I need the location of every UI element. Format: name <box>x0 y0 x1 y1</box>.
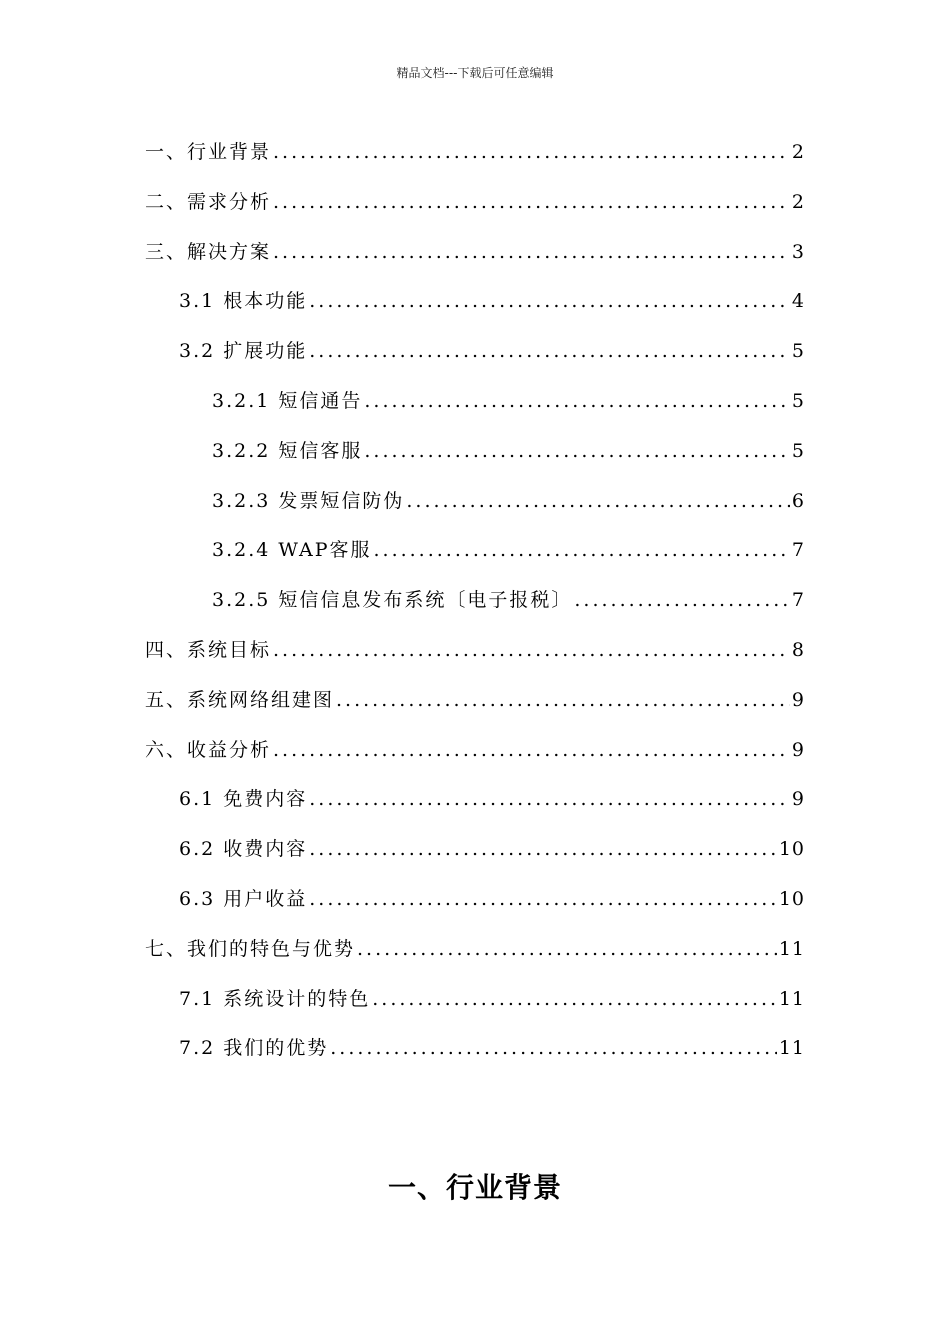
toc-entry-label: 3.2.3 发票短信防伪 <box>212 489 405 512</box>
toc-leader-dots <box>273 731 790 769</box>
toc-entry[interactable] <box>145 930 805 980</box>
toc-entry[interactable] <box>145 731 805 781</box>
toc-entry[interactable] <box>145 880 805 930</box>
toc-entry-label: 一、行业背景 <box>145 141 272 163</box>
table-of-contents <box>145 133 805 1079</box>
toc-entry-page-number: 9 <box>791 688 805 711</box>
toc-leader-dots <box>357 930 777 968</box>
toc-entry-label: 3.1 根本功能 <box>179 290 308 313</box>
toc-leader-dots <box>273 183 790 221</box>
toc-entry-page-number: 7 <box>791 589 805 612</box>
toc-entry-label: 6.1 免费内容 <box>179 788 308 811</box>
toc-entry[interactable] <box>145 581 805 631</box>
toc-leader-dots <box>309 880 777 918</box>
toc-leader-dots <box>364 432 790 470</box>
toc-entry-page-number: 3 <box>791 240 805 263</box>
toc-entry-page-number: 4 <box>791 290 805 313</box>
toc-entry-page-number: 11 <box>778 987 805 1010</box>
toc-entry-page-number: 5 <box>791 389 805 412</box>
toc-entry-label: 7.2 我们的优势 <box>179 1037 329 1060</box>
toc-entry[interactable] <box>145 1029 805 1079</box>
toc-entry[interactable] <box>145 531 805 581</box>
toc-entry-page-number: 8 <box>791 638 805 661</box>
toc-entry-label: 三、解决方案 <box>145 240 272 263</box>
toc-entry-label: 6.2 收费内容 <box>179 838 308 861</box>
toc-entry-page-number: 10 <box>778 838 805 861</box>
toc-entry-page-number: 9 <box>791 738 805 761</box>
toc-entry[interactable] <box>145 482 805 532</box>
toc-entry[interactable] <box>145 980 805 1030</box>
toc-entry-label: 3.2 扩展功能 <box>179 340 308 363</box>
page-header: 精品文档---下载后可任意编辑 <box>396 66 554 80</box>
toc-entry-page-number: 5 <box>791 340 805 363</box>
toc-entry-label: 3.2.2 短信客服 <box>212 439 363 462</box>
toc-entry-page-number: 11 <box>778 1037 805 1060</box>
toc-leader-dots <box>309 282 790 320</box>
toc-entry[interactable] <box>145 282 805 332</box>
toc-entry-label: 七、我们的特色与优势 <box>145 937 356 960</box>
toc-entry[interactable] <box>145 133 805 183</box>
toc-leader-dots <box>273 233 790 271</box>
toc-entry-page-number: 2 <box>791 141 805 163</box>
toc-entry[interactable] <box>145 332 805 382</box>
section-heading: 一、行业背景 <box>387 1171 562 1204</box>
toc-leader-dots <box>406 482 790 520</box>
toc-entry-label: 五、系统网络组建图 <box>145 688 335 711</box>
toc-entry[interactable] <box>145 631 805 681</box>
toc-leader-dots <box>373 531 789 569</box>
toc-entry-label: 3.2.4 WAP客服 <box>212 539 372 562</box>
toc-entry-page-number: 7 <box>791 539 805 562</box>
toc-leader-dots <box>309 780 790 818</box>
toc-entry-page-number: 9 <box>791 788 805 811</box>
toc-entry-page-number: 6 <box>791 489 805 512</box>
toc-leader-dots <box>574 581 790 619</box>
toc-leader-dots <box>273 631 790 669</box>
toc-entry[interactable] <box>145 681 805 731</box>
toc-entry[interactable] <box>145 780 805 830</box>
toc-entry-page-number: 10 <box>778 887 805 910</box>
toc-entry-label: 3.2.5 短信信息发布系统〔电子报税〕 <box>212 589 573 612</box>
toc-leader-dots <box>364 382 790 420</box>
toc-entry[interactable] <box>145 233 805 283</box>
toc-leader-dots <box>330 1029 777 1067</box>
toc-entry-page-number: 5 <box>791 439 805 462</box>
toc-entry-label: 二、需求分析 <box>145 190 272 213</box>
toc-entry-label: 7.1 系统设计的特色 <box>179 987 371 1010</box>
toc-entry[interactable] <box>145 382 805 432</box>
toc-entry[interactable] <box>145 432 805 482</box>
toc-entry-label: 6.3 用户收益 <box>179 887 308 910</box>
toc-leader-dots <box>309 830 777 868</box>
toc-leader-dots <box>273 133 790 171</box>
toc-leader-dots <box>372 980 777 1018</box>
toc-leader-dots <box>336 681 790 719</box>
toc-entry[interactable] <box>145 183 805 233</box>
toc-leader-dots <box>309 332 790 370</box>
toc-entry-label: 四、系统目标 <box>145 638 272 661</box>
toc-entry-page-number: 11 <box>778 937 805 960</box>
toc-entry-page-number: 2 <box>791 190 805 213</box>
toc-entry-label: 3.2.1 短信通告 <box>212 389 363 412</box>
toc-entry[interactable] <box>145 830 805 880</box>
toc-entry-label: 六、收益分析 <box>145 738 272 761</box>
